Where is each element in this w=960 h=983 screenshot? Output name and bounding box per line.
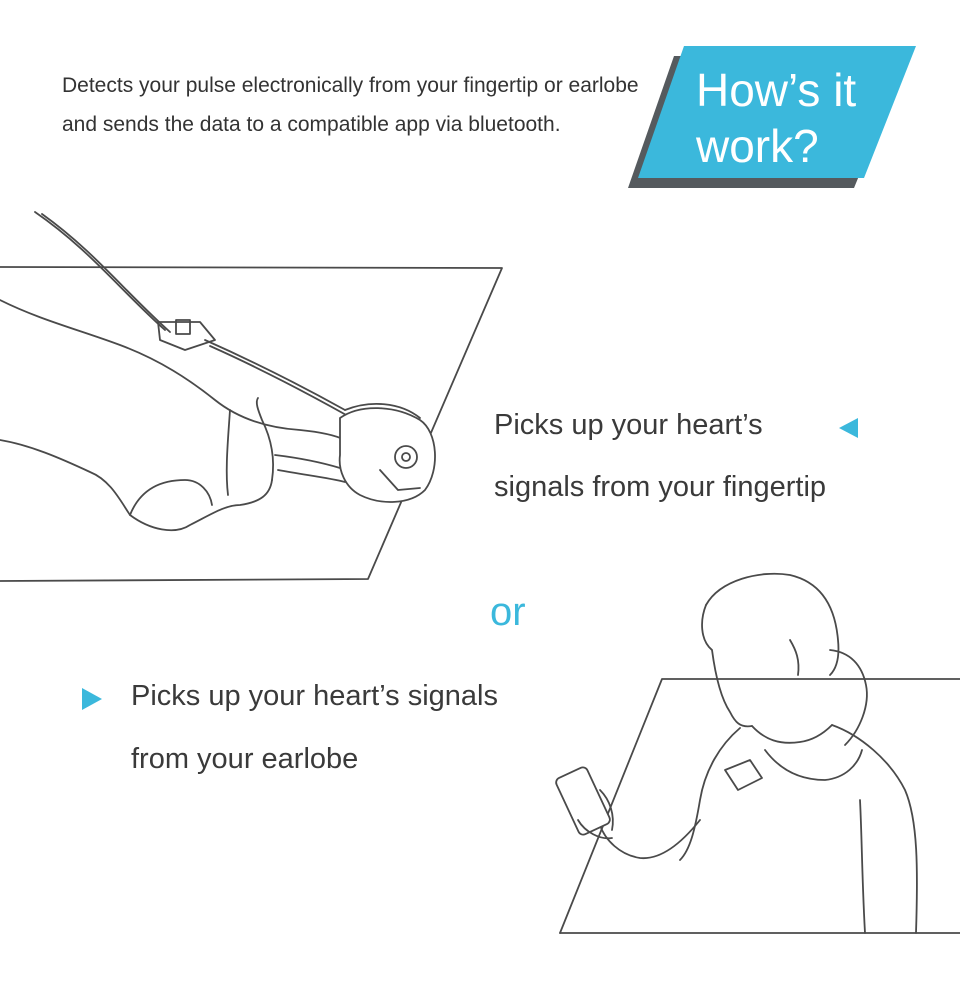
hand-illustration (0, 300, 345, 530)
fingertip-caption-line2: signals from your fingertip (494, 471, 827, 503)
triangle-right-icon (82, 688, 102, 710)
table-surface-illustration (0, 267, 502, 581)
sensor-cable-illustration (35, 212, 348, 416)
finger-sensor-illustration (340, 404, 435, 502)
or-divider: or (490, 590, 526, 634)
room-surface-illustration (560, 679, 960, 933)
woman-illustration (554, 574, 916, 933)
intro-text: Detects your pulse electronically from your fingertip or earlobe and sends the data to a compatible app via bluetooth. (62, 74, 639, 136)
earlobe-caption-line2: from your earlobe (131, 743, 359, 775)
badge-title: How’s it work? (696, 64, 857, 172)
earlobe-caption-line1: Picks up your heart’s signals (131, 680, 498, 712)
triangle-left-icon (839, 418, 858, 438)
fingertip-caption-line1: Picks up your heart’s (494, 409, 763, 441)
